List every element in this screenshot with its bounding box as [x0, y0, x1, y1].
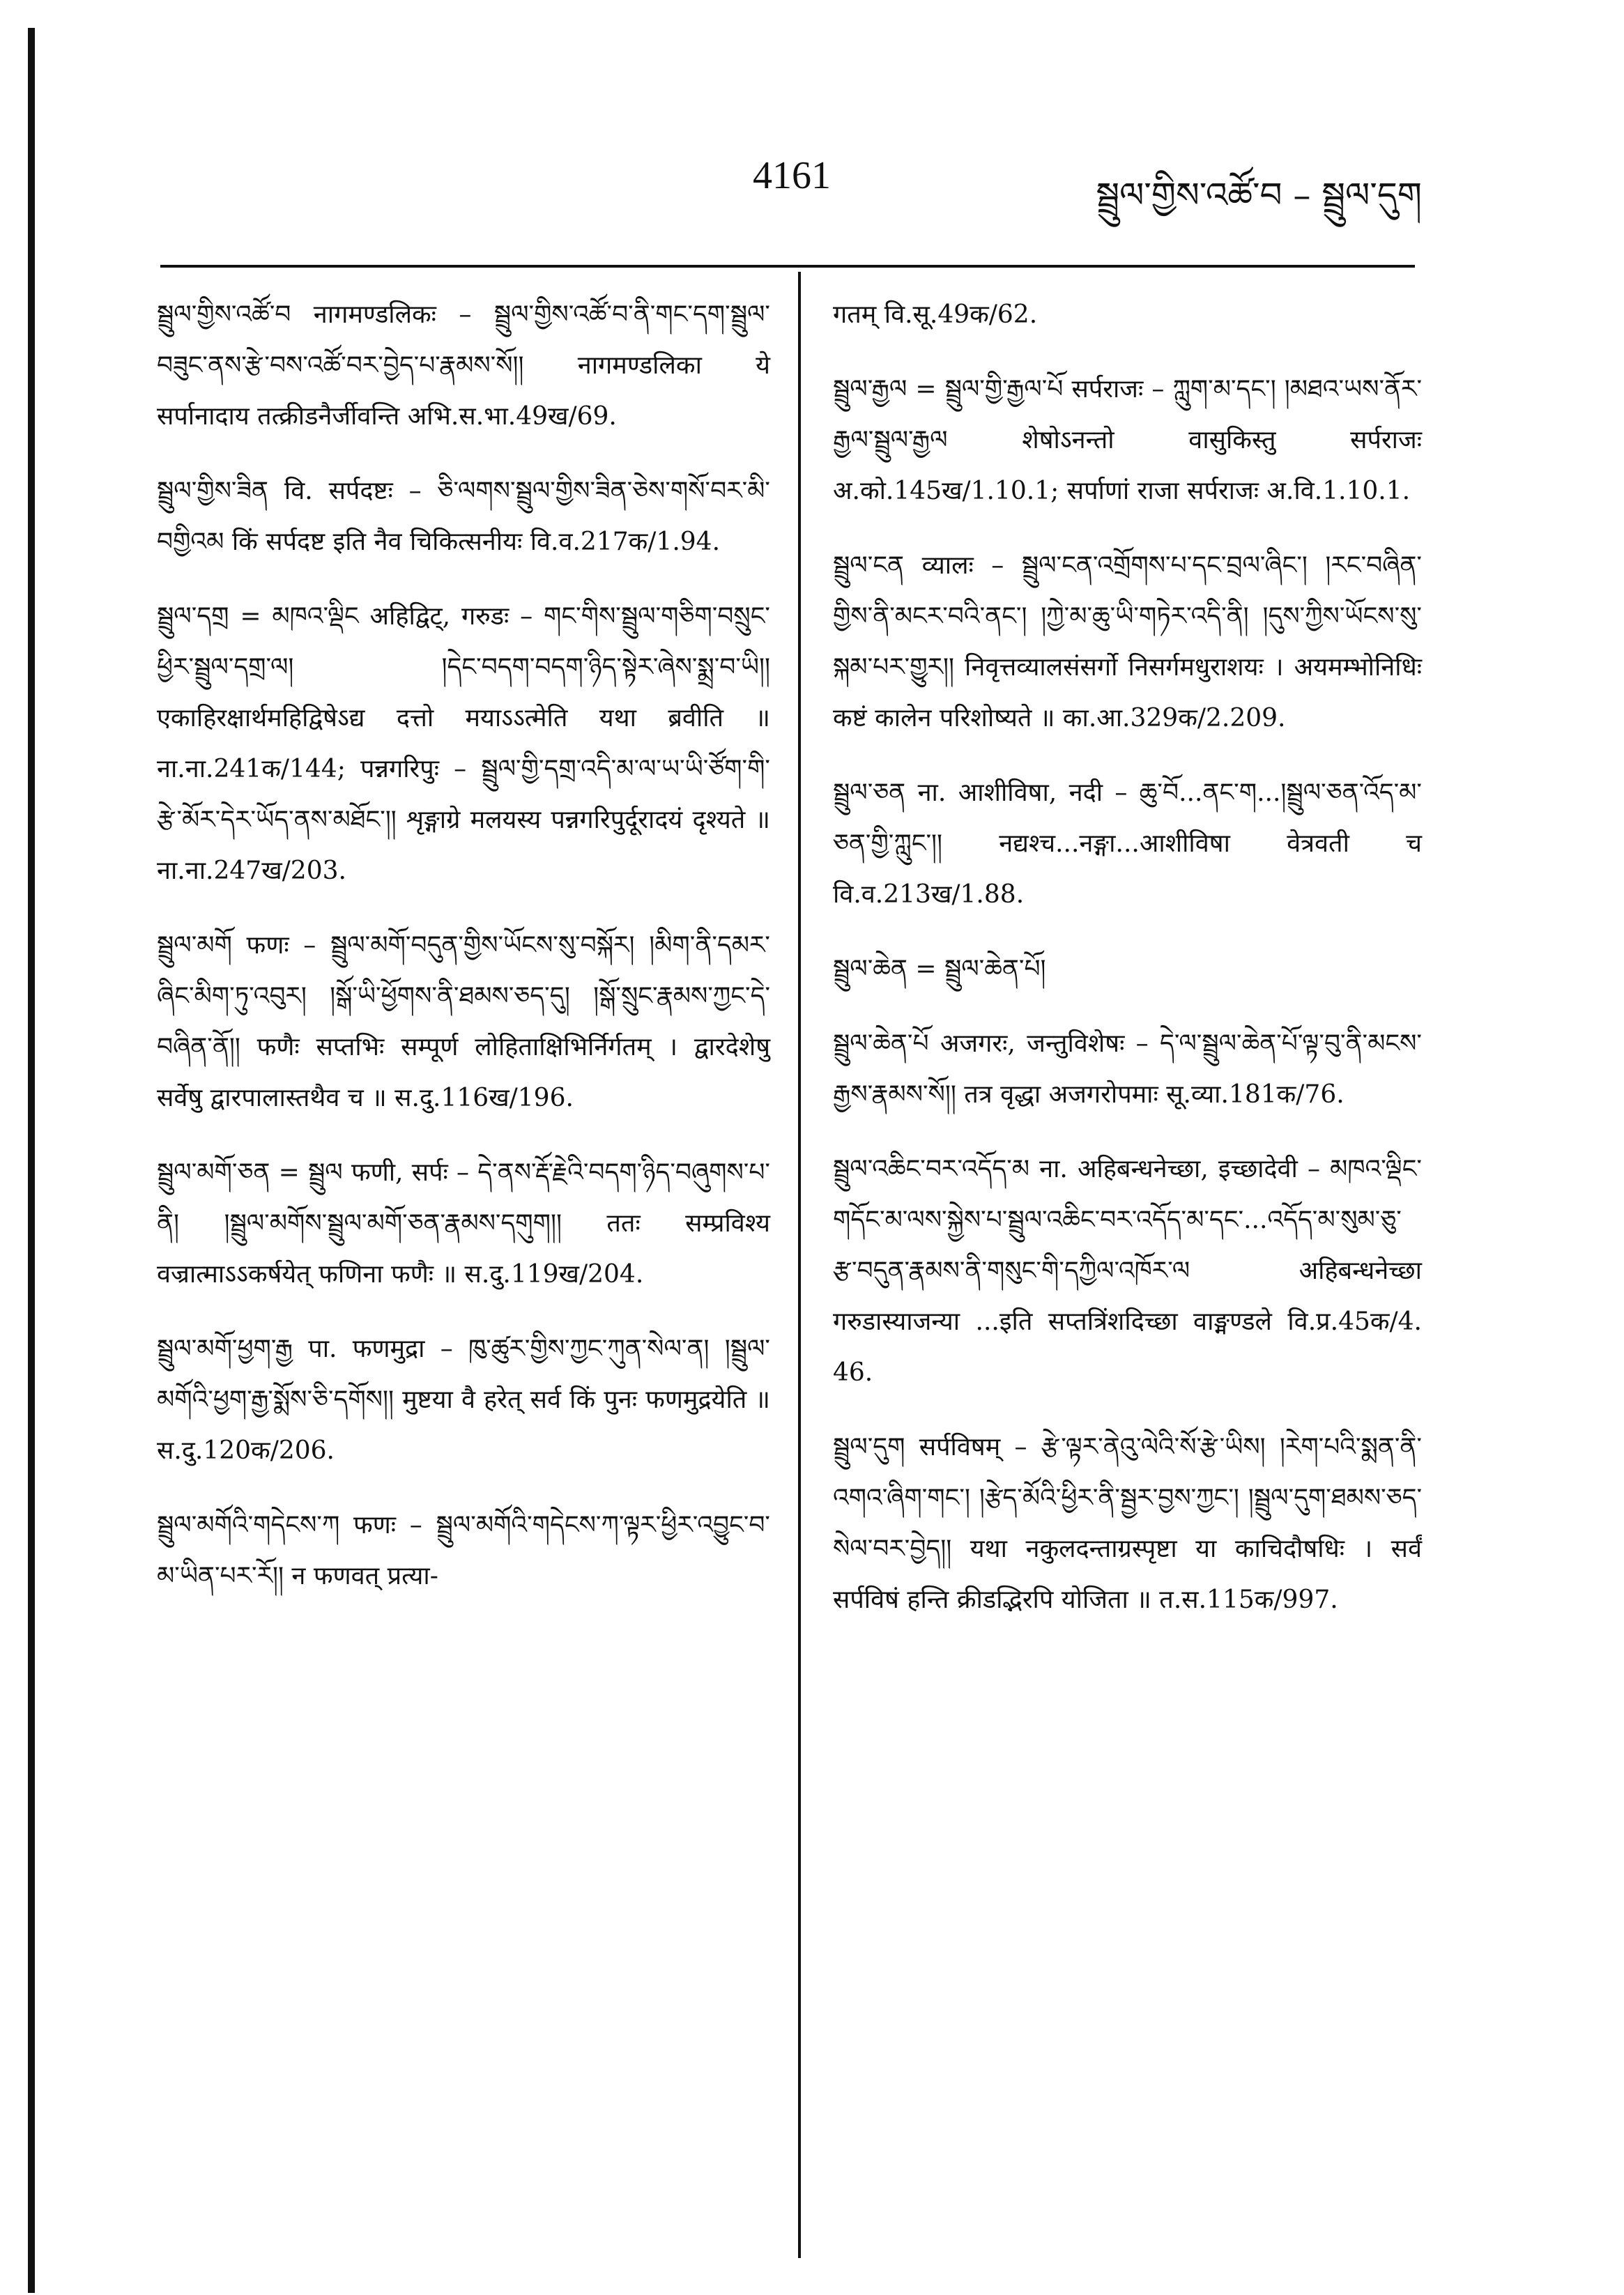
- dictionary-entry: སྦྲུལ་མགོ फणः – སྦྲུལ་མགོ་བདུན་གྱིས་ཡོངས་སུ་བསྐོར། །མིག་ནི་དམར་ཞིང་མིག་ཏུ་འབུར། །སྒོ་ཡི་ཕྱོགས་ནི་ཐམས་ཅད་དུ། །སྒོ་སྲུང་རྣམས་ཀྱང་དེ་བཞིན་ནོ།། फणैः सप्तभिः सम्पूर्ण लोहिताक्षिभिर्निर्गतम् । द्वारदेशेषु सर्वेषु द्वारपालास्तथैव च ॥ स.दु.116ख/196.: [157, 931, 770, 1112]
- dictionary-entry: སྦྲུལ་ཆེན = སྦྲུལ་ཆེན་པོ།: [833, 955, 1046, 983]
- dictionary-entry: སྦྲུལ་ཆེན་པོ अजगरः, जन्तुविशेषः – དེ་ལ་སྦྲུལ་ཆེན་པོ་ལྟ་བུ་ནི་མངས་རྒྱས་རྣམས་སོ།། तत्र वृद्धा अजगरोपमाः सू.व्या.181क/76.: [833, 1029, 1422, 1109]
- running-head: སྦྲུལ་གྱིས་འཚོ་བ – སྦྲུལ་དུག: [1096, 175, 1422, 215]
- dictionary-entry: སྦྲུལ་འཆིང་བར་འདོད་མ ना. अहिबन्धनेच्छा, इच्छादेवी – མཁའ་ལྡིང་གདོང་མ་ལས་སྐྱེས་པ་སྦྲུལ་འཆིང་བར་འདོད་མ་དང་...འདོད་མ་སུམ་ཅུ་རྩ་བདུན་རྣམས་ནི་གསུང་གི་དཀྱིལ་འཁོར་ལ अहिबन्धनेच्छा गरुडास्याजन्या ...इति सप्तत्रिंशदिच्छा वाङ्मण्डले वि.प्र.45क/4. 46.: [833, 1155, 1422, 1387]
- dictionary-entry: སྦྲུལ་གྱིས་འཚོ་བ नागमण्डलिकः – སྦྲུལ་གྱིས་འཚོ་བ་ནི་གང་དག་སྦྲུལ་བཟུང་ནས་རྩེ་བས་འཚོ་བར་བྱེད་པ་རྣམས་སོ།། नागमण्डलिका ये सर्पानादाय तत्क्रीडनैर्जीवन्ति अभि.स.भा.49ख/69.: [157, 300, 770, 431]
- header-rule: [160, 265, 1415, 268]
- dictionary-entry: སྦྲུལ་མགོ་ཅན = སྦྲུལ फणी, सर्पः – དེ་ནས་རྡོ་རྗེའི་བདག་ཉིད་བཞུགས་པ་ནི། །སྦྲུལ་མགོས་སྦྲུལ་མགོ་ཅན་རྣམས་དགུག།། ततः सम्प्रविश्य वज्रात्माऽऽकर्षयेत् फणिना फणैः ॥ स.दु.119ख/204.: [157, 1158, 770, 1289]
- dictionary-entry: སྦྲུལ་དུག सर्पविषम् – རྩེ་ལྟར་ནེའུ་ལེའི་སོ་རྩེ་ཡིས། །རེག་པའི་སྨན་ནི་འགའ་ཞིག་གང་། །རྩེད་མོའི་ཕྱིར་ནི་སྦྱར་བྱས་ཀྱང་། །སྦྲུལ་དུག་ཐམས་ཅད་སེལ་བར་བྱེད།། यथा नकुलदन्ताग्रस्पृष्टा या काचिदौषधिः । सर्वं सर्पविषं हन्ति क्रीडद्भिरपि योजिता ॥ त.स.115क/997.: [833, 1433, 1422, 1614]
- dictionary-entry: སྦྲུལ་གྱིས་ཟིན वि. सर्पदष्टः – ཅི་ལགས་སྦྲུལ་གྱིས་ཟིན་ཅེས་གསོ་བར་མི་བགྱིའམ किं सर्पदष्ट इति नैव चिकित्सनीयः वि.व.217क/1.94.: [157, 477, 770, 556]
- dictionary-entry: སྦྲུལ་ཅན ना. आशीविषा, नदी – ཆུ་བོ...ནང་ག...།སྦྲུལ་ཅན་འོད་མ་ཅན་གྱི་ཀླུང་།། नद्यश्च...नङ्गा...आशीविषा वेत्रवती च वि.व.213ख/1.88.: [833, 778, 1422, 909]
- left-column: [157, 289, 770, 1625]
- dictionary-entry: སྦྲུལ་མགོ་ཕྱག་རྒྱ पा. फणमुद्रा – ཁུ་ཚུར་གྱིས་ཀྱང་ཀུན་སེལ་ན། །སྦྲུལ་མགོའི་ཕྱག་རྒྱ་སྨོས་ཅི་དགོས།། मुष्टया वै हरेत् सर्व किं पुनः फणमुद्रयेति ॥ स.दु.120क/206.: [157, 1335, 770, 1465]
- dictionary-entry: སྦྲུལ་དགྲ = མཁའ་ལྡིང अहिद्विट्, गरुडः – གང་གིས་སྦྲུལ་གཅིག་བསྲུང་ཕྱིར་སྦྲུལ་དགྲ་ལ། །དེང་བདག་བདག་ཉིད་སྟེར་ཞེས་སྨྲ་བ་ཡི།། एकाहिरक्षार्थमहिद्विषेऽद्य दत्तो मयाऽऽत्मेति यथा ब्रवीति ॥ ना.ना.241क/144; पन्नगरिपुः – སྦྲུལ་གྱི་དགྲ་འདི་མ་ལ་ཡ་ཡི་ཙོག་གི་རྩེ་མོར་དེར་ཡོད་ནས་མཐོང་།། शृङ्गाग्रे मलयस्य पन्नगरिपुर्दूरादयं दृश्यते ॥ ना.ना.247ख/203.: [157, 602, 770, 885]
- column-divider: [798, 272, 801, 2258]
- dictionary-entry-continuation: गतम् वि.सू.49क/62.: [833, 300, 1038, 329]
- dictionary-entry: སྦྲུལ་ངན व्यालः – སྦྲུལ་ངན་འགྲོགས་པ་དང་བྲལ་ཞིང་། །རང་བཞིན་གྱིས་ནི་མངར་བའི་ནང་། །ཀྱེ་མ་ཆུ་ཡི་གཏེར་འདི་ནི། །དུས་ཀྱིས་ཡོངས་སུ་སྐམ་པར་གྱུར།། निवृत्तव्यालसंसर्गो निसर्गमधुराशयः । अयमम्भोनिधिः कष्टं कालेन परिशोष्यते ॥ का.आ.329क/2.209.: [833, 551, 1422, 732]
- right-column: [833, 289, 1422, 1649]
- dictionary-entry: སྦྲུལ་མགོའི་གདེངས་ཀ फणः – སྦྲུལ་མགོའི་གདེངས་ཀ་ལྟར་ཕྱིར་འབྱུང་བ་མ་ཡིན་པར་རོ།། न फणवत् प्रत्या-: [157, 1511, 770, 1590]
- dictionary-entry: སྦྲུལ་རྒྱལ = སྦྲུལ་གྱི་རྒྱལ་པོ सर्पराजः – ཀླུག་མ་དང་། །མཐའ་ཡས་ནོར་རྒྱལ་སྦྲུལ་རྒྱལ शेषोऽनन्तो वासुकिस्तु सर्पराजः अ.को.145ख/1.10.1; सर्पाणां राजा सर्पराजः अ.वि.1.10.1.: [833, 375, 1422, 505]
- left-margin-rule: [28, 28, 35, 2293]
- page-number: 4161: [753, 154, 831, 197]
